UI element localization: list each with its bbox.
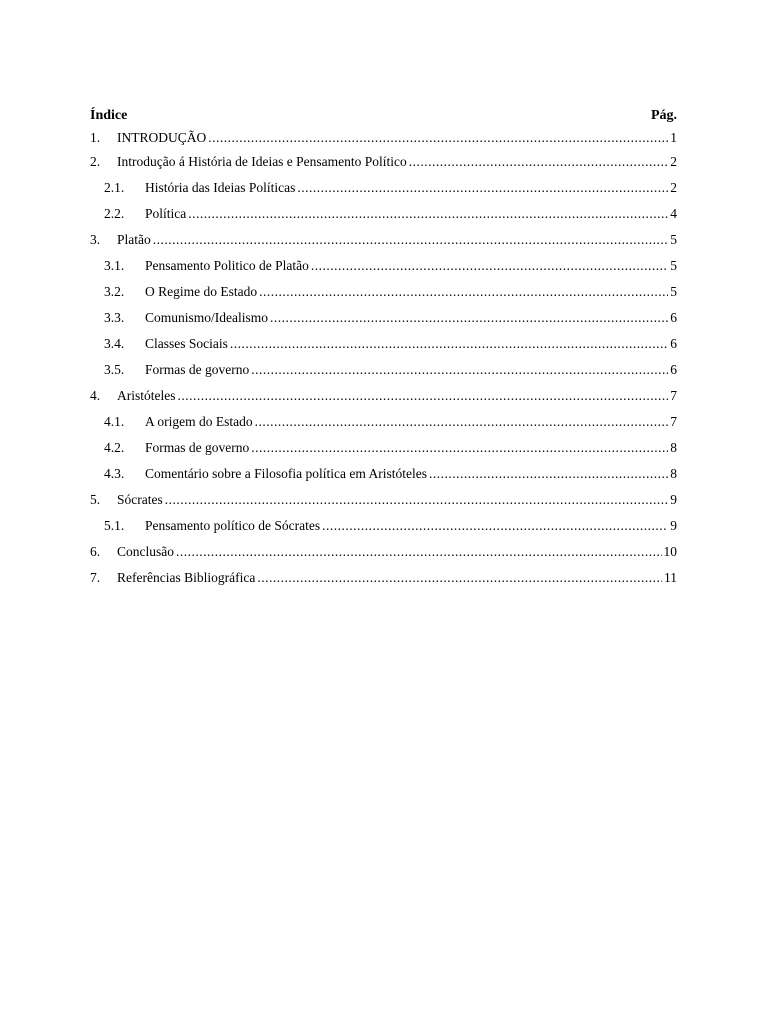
dot-leader bbox=[188, 201, 668, 227]
toc-entry[interactable] bbox=[90, 279, 677, 305]
toc-header bbox=[90, 108, 677, 126]
toc-entry-page: 9 bbox=[670, 518, 677, 533]
toc-entry-number: 2. bbox=[90, 154, 101, 169]
toc-entry-number: 3.3. bbox=[104, 310, 125, 325]
toc-entry-page: 11 bbox=[664, 570, 677, 585]
toc-entry[interactable] bbox=[90, 409, 677, 435]
dot-leader bbox=[178, 383, 669, 409]
dot-leader bbox=[311, 253, 668, 279]
dot-leader bbox=[322, 513, 668, 539]
toc-entry-number: 3.2. bbox=[104, 284, 125, 299]
toc-entry-title: Referências Bibliográfica bbox=[117, 565, 256, 591]
toc-entry-page: 6 bbox=[670, 310, 677, 325]
toc-entry[interactable] bbox=[90, 539, 677, 565]
toc-entry[interactable] bbox=[90, 149, 677, 175]
toc-entry[interactable] bbox=[90, 201, 677, 227]
toc-entry[interactable] bbox=[90, 227, 677, 253]
toc-entry-title: Política bbox=[145, 201, 187, 227]
toc-entry[interactable] bbox=[90, 331, 677, 357]
toc-entry-number: 4. bbox=[90, 388, 101, 403]
toc-entry-title: Pensamento político de Sócrates bbox=[145, 513, 321, 539]
toc-entry-title: A origem do Estado bbox=[145, 409, 254, 435]
toc-entry-page: 5 bbox=[670, 258, 677, 273]
toc-entry-page: 7 bbox=[670, 388, 677, 403]
dot-leader bbox=[409, 149, 668, 175]
toc-entry-number: 6. bbox=[90, 544, 101, 559]
toc-entry-number: 1. bbox=[90, 130, 101, 145]
toc-entry-page: 9 bbox=[670, 492, 677, 507]
toc-entry-number: 5.1. bbox=[104, 518, 125, 533]
dot-leader bbox=[270, 305, 668, 331]
dot-leader bbox=[251, 435, 668, 461]
toc-entry-number: 4.3. bbox=[104, 466, 125, 481]
toc-entry[interactable] bbox=[90, 357, 677, 383]
dot-leader bbox=[251, 357, 668, 383]
document-page bbox=[90, 108, 677, 591]
dot-leader bbox=[208, 126, 668, 149]
toc-entry-title: Aristóteles bbox=[117, 383, 177, 409]
toc-entry-page: 4 bbox=[670, 206, 677, 221]
toc-entry-page: 2 bbox=[670, 180, 677, 195]
toc-entry-title: Conclusão bbox=[117, 539, 175, 565]
toc-entry-page: 6 bbox=[670, 362, 677, 377]
toc-entry-title: Comentário sobre a Filosofia política em Aristóteles bbox=[145, 461, 428, 487]
dot-leader bbox=[259, 279, 668, 305]
dot-leader bbox=[153, 227, 669, 253]
toc-entry[interactable] bbox=[90, 487, 677, 513]
toc-entry-title: Sócrates bbox=[117, 487, 164, 513]
toc-entry-number: 3.5. bbox=[104, 362, 125, 377]
toc-entry-title: Pensamento Politico de Platão bbox=[145, 253, 310, 279]
toc-entry-number: 2.1. bbox=[104, 180, 125, 195]
toc-entry-title: Introdução á História de Ideias e Pensamento Político bbox=[117, 149, 408, 175]
dot-leader bbox=[297, 175, 668, 201]
toc-entry-title: O Regime do Estado bbox=[145, 279, 258, 305]
toc-entry-page: 2 bbox=[670, 154, 677, 169]
dot-leader bbox=[230, 331, 668, 357]
toc-heading: Índice bbox=[90, 108, 128, 123]
toc-entry-number: 3.4. bbox=[104, 336, 125, 351]
toc-entry[interactable] bbox=[90, 175, 677, 201]
dot-leader bbox=[165, 487, 669, 513]
toc-entry-title: Classes Sociais bbox=[145, 331, 229, 357]
toc-entry[interactable] bbox=[90, 383, 677, 409]
toc-entry-number: 7. bbox=[90, 570, 101, 585]
toc-entry[interactable] bbox=[90, 435, 677, 461]
toc-entry-page: 5 bbox=[670, 232, 677, 247]
page-column-heading: Pág. bbox=[650, 108, 677, 123]
toc-entry[interactable] bbox=[90, 565, 677, 591]
toc-entry-title: INTRODUÇÃO bbox=[117, 126, 207, 149]
toc-entry-page: 6 bbox=[670, 336, 677, 351]
toc-entry-number: 3. bbox=[90, 232, 101, 247]
toc-entry-title: Comunismo/Idealismo bbox=[145, 305, 269, 331]
dot-leader bbox=[255, 409, 669, 435]
dot-leader bbox=[257, 565, 662, 591]
dot-leader bbox=[429, 461, 668, 487]
toc-entry[interactable] bbox=[90, 461, 677, 487]
toc-entry[interactable] bbox=[90, 253, 677, 279]
toc-entry-page: 7 bbox=[670, 414, 677, 429]
toc-entry[interactable] bbox=[90, 513, 677, 539]
toc-entry-title: História das Ideias Políticas bbox=[145, 175, 296, 201]
toc-entry-page: 1 bbox=[670, 130, 677, 145]
toc-entry[interactable] bbox=[90, 126, 677, 149]
toc-entry-title: Formas de governo bbox=[145, 435, 250, 461]
toc-entry[interactable] bbox=[90, 305, 677, 331]
toc-entry-number: 5. bbox=[90, 492, 101, 507]
toc-entry-number: 3.1. bbox=[104, 258, 125, 273]
toc-entry-page: 8 bbox=[670, 440, 677, 455]
toc-entry-page: 5 bbox=[670, 284, 677, 299]
toc-entry-number: 4.2. bbox=[104, 440, 125, 455]
toc-entry-number: 2.2. bbox=[104, 206, 125, 221]
toc-entry-title: Platão bbox=[117, 227, 152, 253]
toc-entry-page: 8 bbox=[670, 466, 677, 481]
dot-leader bbox=[176, 539, 662, 565]
toc-entry-page: 10 bbox=[663, 544, 677, 559]
toc-entry-number: 4.1. bbox=[104, 414, 125, 429]
toc-entry-title: Formas de governo bbox=[145, 357, 250, 383]
